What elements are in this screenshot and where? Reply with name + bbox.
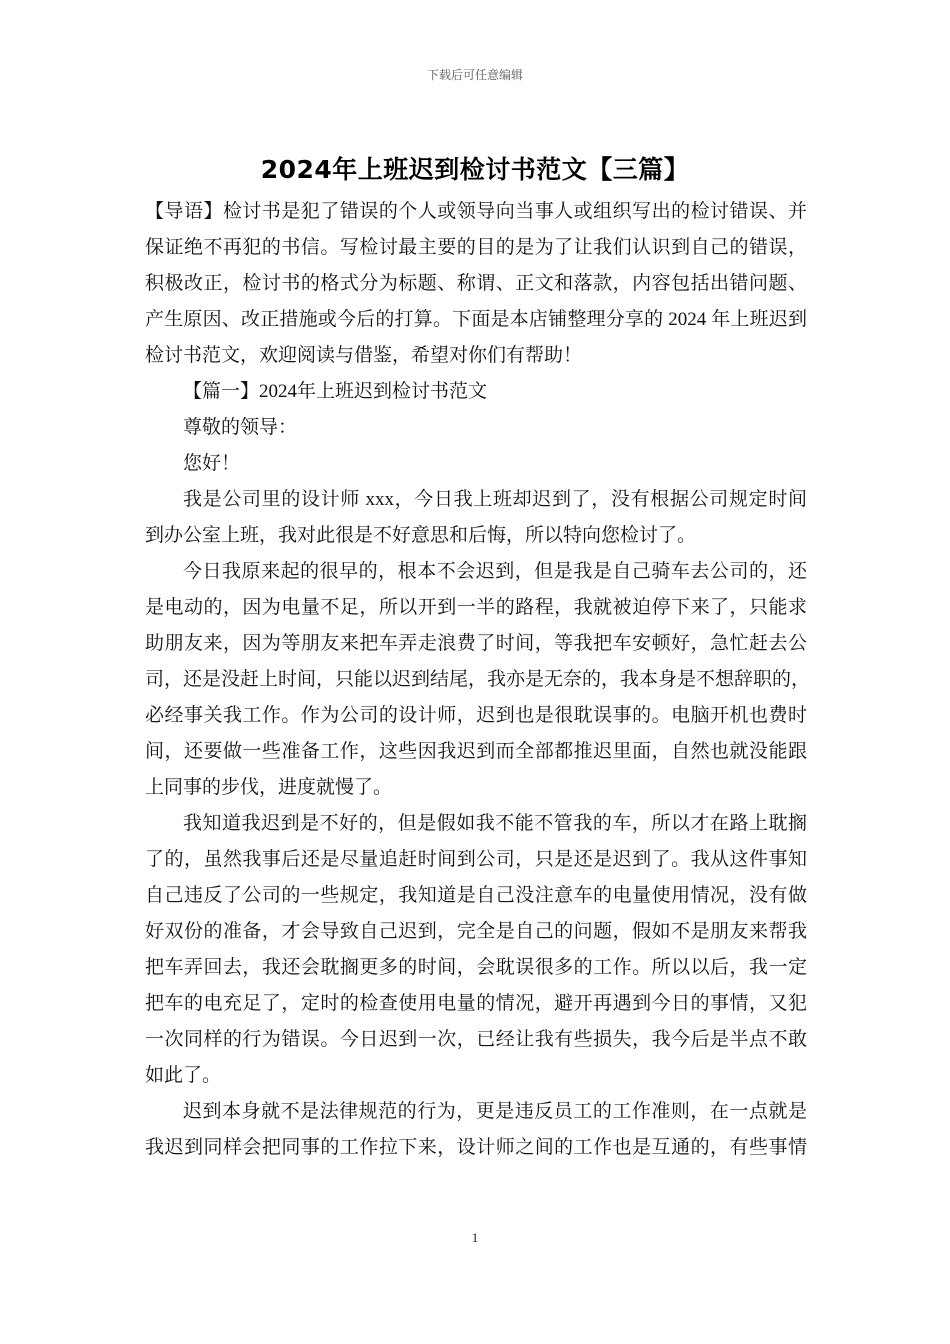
header-note: 下载后可任意编辑 [426,68,523,82]
text-line: 自己违反了公司的一些规定，我知道是自己没注意车的电量使用情况，没有做 [145,885,807,906]
text-line: 把车的电充足了，定时的检查使用电量的情况，避开再遇到今日的事情，又犯 [145,993,807,1014]
text-line: 保证绝不再犯的书信。写检讨最主要的目的是为了让我们认识到自己的错误， [145,237,807,258]
text-line: 您好！ [183,453,241,474]
text-line: 尊敬的领导： [183,417,298,438]
text-line: 是电动的，因为电量不足，所以开到一半的路程，我就被迫停下来了，只能求 [145,597,807,618]
text-line: 司，还是没赶上时间，只能以迟到结尾，我亦是无奈的，我本身是不想辞职的， [145,669,811,690]
text-line: 间，还要做一些准备工作，这些因我迟到而全部都推迟里面，自然也就没能跟 [145,741,807,762]
text-line: 迟到本身就不是法律规范的行为，更是违反员工的工作准则，在一点就是 [183,1101,807,1122]
text-line: 如此了。 [145,1065,222,1086]
document-title: 2024年上班迟到检讨书范文【三篇】 [260,155,690,184]
paragraph [145,806,807,1094]
text-line: 我迟到同样会把同事的工作拉下来，设计师之间的工作也是互通的，有些事情 [145,1137,807,1158]
page-number: 1 [471,1230,479,1245]
text-line: 检讨书范文，欢迎阅读与借鉴，希望对你们有帮助！ [145,345,583,366]
text-line: 到办公室上班，我对此很是不好意思和后悔，所以特向您检讨了。 [145,525,697,546]
paragraph [145,482,807,554]
text-line: 我是公司里的设计师 xxx，今日我上班却迟到了，没有根据公司规定时间 [183,489,807,510]
paragraph [145,194,807,374]
document-body [145,194,811,1166]
text-line: 【导语】检讨书是犯了错误的个人或领导向当事人或组织写出的检讨错误、并 [145,201,807,222]
text-line: 好双份的准备，才会导致自己迟到，完全是自己的问题，假如不是朋友来帮我 [145,921,807,942]
text-line: 了的，虽然我事后还是尽量追赶时间到公司，只是还是迟到了。我从这件事知 [145,849,807,870]
paragraph [145,554,811,806]
text-line: 一次同样的行为错误。今日迟到一次，已经让我有些损失，我今后是半点不敢 [145,1029,807,1050]
text-line: 今日我原来起的很早的，根本不会迟到，但是我是自己骑车去公司的，还 [183,561,807,582]
paragraph [145,446,807,482]
text-line: 上同事的步伐，进度就慢了。 [145,777,393,798]
paragraph [145,1094,807,1166]
text-line: 【篇一】2024年上班迟到检讨书范文 [183,381,488,402]
text-line: 产生原因、改正措施或今后的打算。下面是本店铺整理分享的 2024 年上班迟到 [145,309,807,330]
paragraph [145,410,807,446]
paragraph [145,374,807,410]
text-line: 积极改正，检讨书的格式分为标题、称谓、正文和落款，内容包括出错问题、 [145,273,807,294]
text-line: 助朋友来，因为等朋友来把车弄走浪费了时间，等我把车安顿好，急忙赶去公 [145,633,807,654]
text-line: 我知道我迟到是不好的，但是假如我不能不管我的车，所以才在路上耽搁 [183,813,807,834]
text-line: 把车弄回去，我还会耽搁更多的时间，会耽误很多的工作。所以以后，我一定 [145,957,807,978]
text-line: 必经事关我工作。作为公司的设计师，迟到也是很耽误事的。电脑开机也费时 [145,705,807,726]
